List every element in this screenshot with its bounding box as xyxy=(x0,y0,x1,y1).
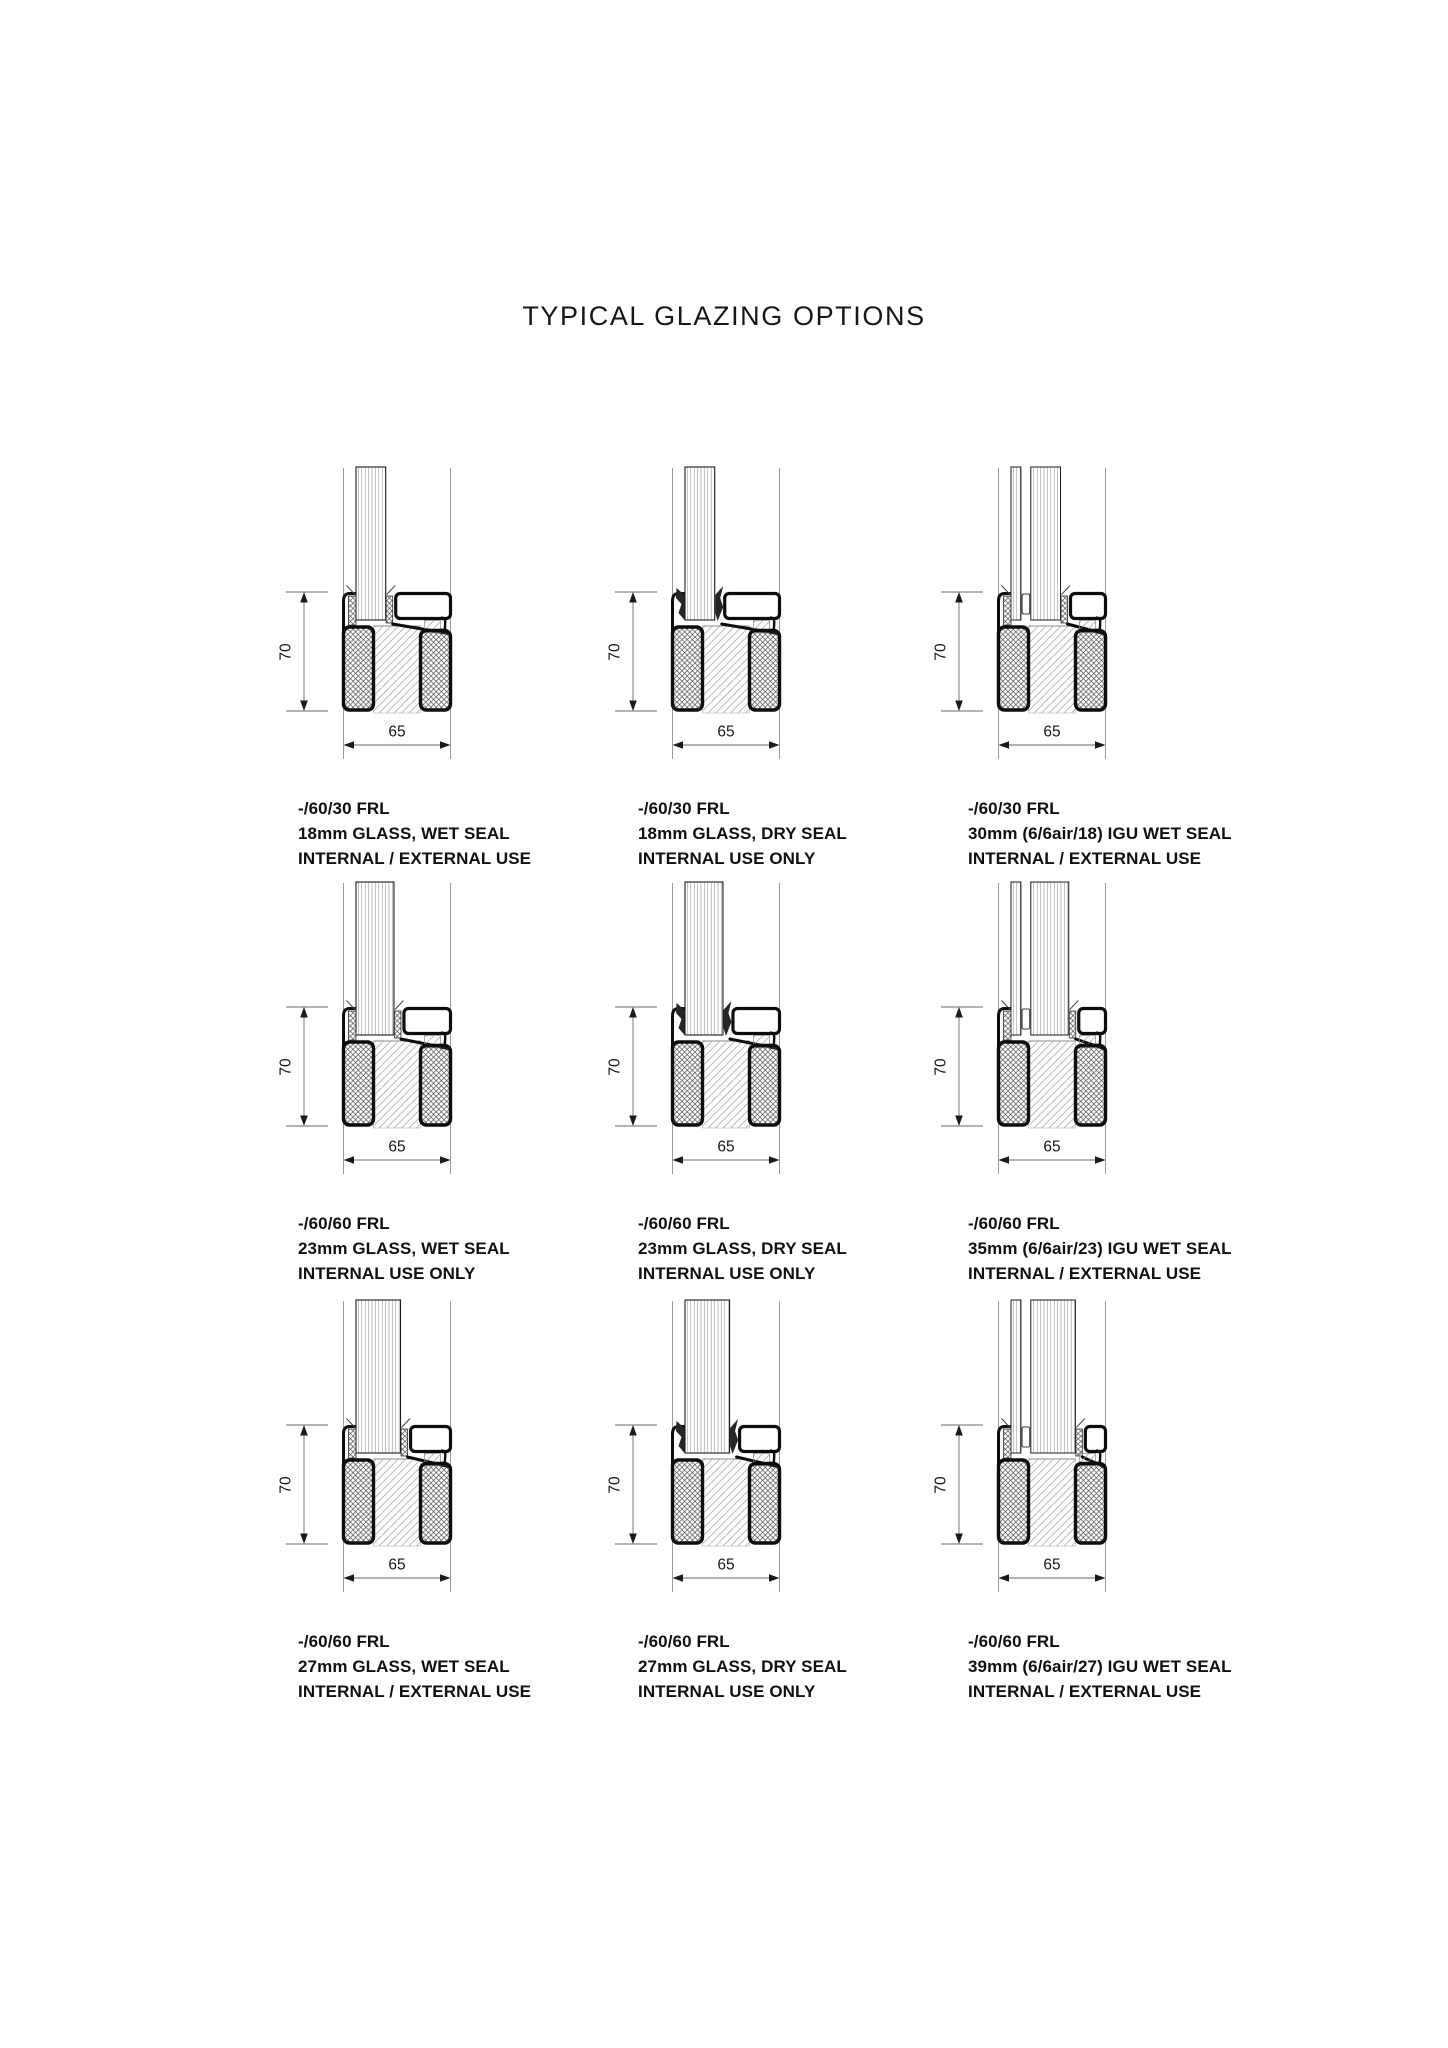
detail-caption xyxy=(917,795,1232,871)
frl-rating-label: -/60/30 FRL xyxy=(638,799,730,818)
usage-label: INTERNAL / EXTERNAL USE xyxy=(968,1264,1202,1283)
insulation-block-left xyxy=(344,627,374,710)
width-dimension-label: 65 xyxy=(1043,723,1061,741)
frl-rating-label: -/60/60 FRL xyxy=(638,1632,730,1651)
igu-outer-pane xyxy=(1011,467,1021,620)
section-linework xyxy=(933,1300,1106,1592)
insulation-block-right xyxy=(750,1046,780,1126)
wet-seal-left xyxy=(1004,1011,1012,1040)
section-linework xyxy=(278,467,451,759)
glazing-detail-r1c3 xyxy=(917,455,1232,871)
insulation-block-left xyxy=(999,1042,1029,1125)
glazing-section-drawing xyxy=(262,870,532,1210)
igu-spacer-bar xyxy=(1022,1009,1030,1029)
glazing-section-drawing xyxy=(262,455,532,795)
section-linework xyxy=(933,882,1106,1174)
glazing-detail-r3c1 xyxy=(262,1288,532,1704)
height-dimension-label: 70 xyxy=(606,1058,624,1076)
glazing-spec-label: 30mm (6/6air/18) IGU WET SEAL xyxy=(968,824,1232,843)
insulation-block-right xyxy=(421,1464,451,1544)
glazing-bead xyxy=(1085,1427,1105,1452)
height-dimension-label: 70 xyxy=(932,643,950,661)
wet-seal-left xyxy=(1004,596,1012,625)
glazing-bead xyxy=(1079,1009,1106,1034)
glazing-detail-r2c2 xyxy=(591,870,861,1286)
insulation-block-left xyxy=(344,1460,374,1543)
glazing-bead xyxy=(411,1427,451,1452)
section-linework xyxy=(933,467,1106,759)
glass-pane xyxy=(685,1300,730,1453)
glazing-spec-label: 18mm GLASS, DRY SEAL xyxy=(638,824,847,843)
height-dimension-label: 70 xyxy=(932,1476,950,1494)
igu-spacer-bar xyxy=(1022,1427,1030,1447)
insulation-block-left xyxy=(673,1460,703,1543)
glazing-detail-r2c3 xyxy=(917,870,1232,1286)
glazing-section-drawing xyxy=(917,455,1187,795)
detail-caption xyxy=(591,795,847,871)
glazing-detail-r3c2 xyxy=(591,1288,861,1704)
igu-outer-pane xyxy=(1011,882,1021,1035)
usage-label: INTERNAL / EXTERNAL USE xyxy=(298,1682,532,1701)
height-dimension-label: 70 xyxy=(606,1476,624,1494)
glazing-spec-label: 35mm (6/6air/23) IGU WET SEAL xyxy=(968,1239,1232,1258)
igu-inner-pane xyxy=(1031,467,1061,620)
section-linework xyxy=(607,882,780,1174)
width-dimension-label: 65 xyxy=(1043,1556,1061,1574)
section-linework xyxy=(607,467,780,759)
insulation-block-left xyxy=(673,627,703,710)
glass-pane xyxy=(685,467,715,620)
wet-seal-left xyxy=(349,1011,357,1040)
frl-rating-label: -/60/30 FRL xyxy=(968,799,1060,818)
section-linework xyxy=(607,1300,780,1592)
height-dimension-label: 70 xyxy=(277,643,295,661)
insulation-block-right xyxy=(750,1464,780,1544)
section-linework xyxy=(278,882,451,1174)
insulation-block-right xyxy=(421,1046,451,1126)
width-dimension-label: 65 xyxy=(1043,1138,1061,1156)
detail-caption xyxy=(917,1628,1232,1704)
wet-seal-right xyxy=(1069,1011,1076,1038)
wet-seal-left xyxy=(349,1429,357,1458)
usage-label: INTERNAL USE ONLY xyxy=(638,849,816,868)
glazing-spec-label: 23mm GLASS, DRY SEAL xyxy=(638,1239,847,1258)
glass-pane xyxy=(356,467,386,620)
glazing-spec-label: 27mm GLASS, DRY SEAL xyxy=(638,1657,847,1676)
insulation-block-left xyxy=(999,627,1029,710)
frl-rating-label: -/60/60 FRL xyxy=(968,1632,1060,1651)
glazing-bead xyxy=(740,1427,780,1452)
glazing-section-drawing xyxy=(917,870,1187,1210)
glazing-section-drawing xyxy=(591,870,861,1210)
dry-seal-wedge-right xyxy=(723,1001,731,1036)
igu-spacer-bar xyxy=(1022,594,1030,614)
wet-seal-right xyxy=(401,1429,408,1456)
glazing-spec-label: 23mm GLASS, WET SEAL xyxy=(298,1239,510,1258)
glazing-detail-r1c1 xyxy=(262,455,532,871)
glazing-detail-r2c1 xyxy=(262,870,532,1286)
width-dimension-label: 65 xyxy=(717,1556,735,1574)
height-dimension-label: 70 xyxy=(606,643,624,661)
insulation-block-right xyxy=(1076,1046,1106,1126)
frl-rating-label: -/60/30 FRL xyxy=(298,799,390,818)
wet-seal-right xyxy=(1076,1429,1083,1456)
insulation-block-right xyxy=(1076,1464,1106,1544)
glass-pane xyxy=(356,1300,401,1453)
insulation-block-left xyxy=(673,1042,703,1125)
insulation-block-right xyxy=(1076,631,1106,711)
wet-seal-left xyxy=(1004,1429,1012,1458)
dry-seal-wedge-right xyxy=(715,586,723,621)
glazing-section-drawing xyxy=(917,1288,1187,1628)
frl-rating-label: -/60/60 FRL xyxy=(968,1214,1060,1233)
detail-caption xyxy=(591,1628,847,1704)
width-dimension-label: 65 xyxy=(388,723,406,741)
igu-outer-pane xyxy=(1011,1300,1021,1453)
frl-rating-label: -/60/60 FRL xyxy=(298,1214,390,1233)
glazing-spec-label: 18mm GLASS, WET SEAL xyxy=(298,824,510,843)
usage-label: INTERNAL / EXTERNAL USE xyxy=(968,1682,1202,1701)
glazing-bead xyxy=(725,594,780,619)
dry-seal-wedge-right xyxy=(730,1419,738,1454)
detail-caption xyxy=(262,1210,510,1286)
glazing-section-drawing xyxy=(262,1288,532,1628)
wet-seal-right xyxy=(394,1011,401,1038)
glazing-bead xyxy=(404,1009,451,1034)
height-dimension-label: 70 xyxy=(277,1058,295,1076)
glazing-detail-r3c3 xyxy=(917,1288,1232,1704)
width-dimension-label: 65 xyxy=(717,1138,735,1156)
glazing-bead xyxy=(396,594,451,619)
detail-caption xyxy=(917,1210,1232,1286)
insulation-block-right xyxy=(421,631,451,711)
page-title: TYPICAL GLAZING OPTIONS xyxy=(522,301,926,331)
height-dimension-label: 70 xyxy=(932,1058,950,1076)
detail-caption xyxy=(591,1210,847,1286)
glass-pane xyxy=(356,882,394,1035)
glazing-section-drawing xyxy=(591,1288,861,1628)
width-dimension-label: 65 xyxy=(717,723,735,741)
frl-rating-label: -/60/60 FRL xyxy=(298,1632,390,1651)
usage-label: INTERNAL / EXTERNAL USE xyxy=(298,849,532,868)
usage-label: INTERNAL USE ONLY xyxy=(638,1682,816,1701)
usage-label: INTERNAL / EXTERNAL USE xyxy=(968,849,1202,868)
igu-inner-pane xyxy=(1031,882,1069,1035)
width-dimension-label: 65 xyxy=(388,1138,406,1156)
glazing-detail-r1c2 xyxy=(591,455,861,871)
glazing-spec-label: 27mm GLASS, WET SEAL xyxy=(298,1657,510,1676)
glazing-bead xyxy=(1071,594,1106,619)
detail-caption xyxy=(262,1628,531,1704)
wet-seal-right xyxy=(386,596,393,623)
insulation-block-right xyxy=(750,631,780,711)
glazing-spec-label: 39mm (6/6air/27) IGU WET SEAL xyxy=(968,1657,1232,1676)
igu-inner-pane xyxy=(1031,1300,1076,1453)
glazing-section-drawing xyxy=(591,455,861,795)
usage-label: INTERNAL USE ONLY xyxy=(298,1264,476,1283)
glass-pane xyxy=(685,882,723,1035)
detail-caption xyxy=(262,795,531,871)
glazing-bead xyxy=(733,1009,780,1034)
insulation-block-left xyxy=(999,1460,1029,1543)
frl-rating-label: -/60/60 FRL xyxy=(638,1214,730,1233)
wet-seal-left xyxy=(349,596,357,625)
usage-label: INTERNAL USE ONLY xyxy=(638,1264,816,1283)
wet-seal-right xyxy=(1061,596,1068,623)
height-dimension-label: 70 xyxy=(277,1476,295,1494)
section-linework xyxy=(278,1300,451,1592)
insulation-block-left xyxy=(344,1042,374,1125)
width-dimension-label: 65 xyxy=(388,1556,406,1574)
